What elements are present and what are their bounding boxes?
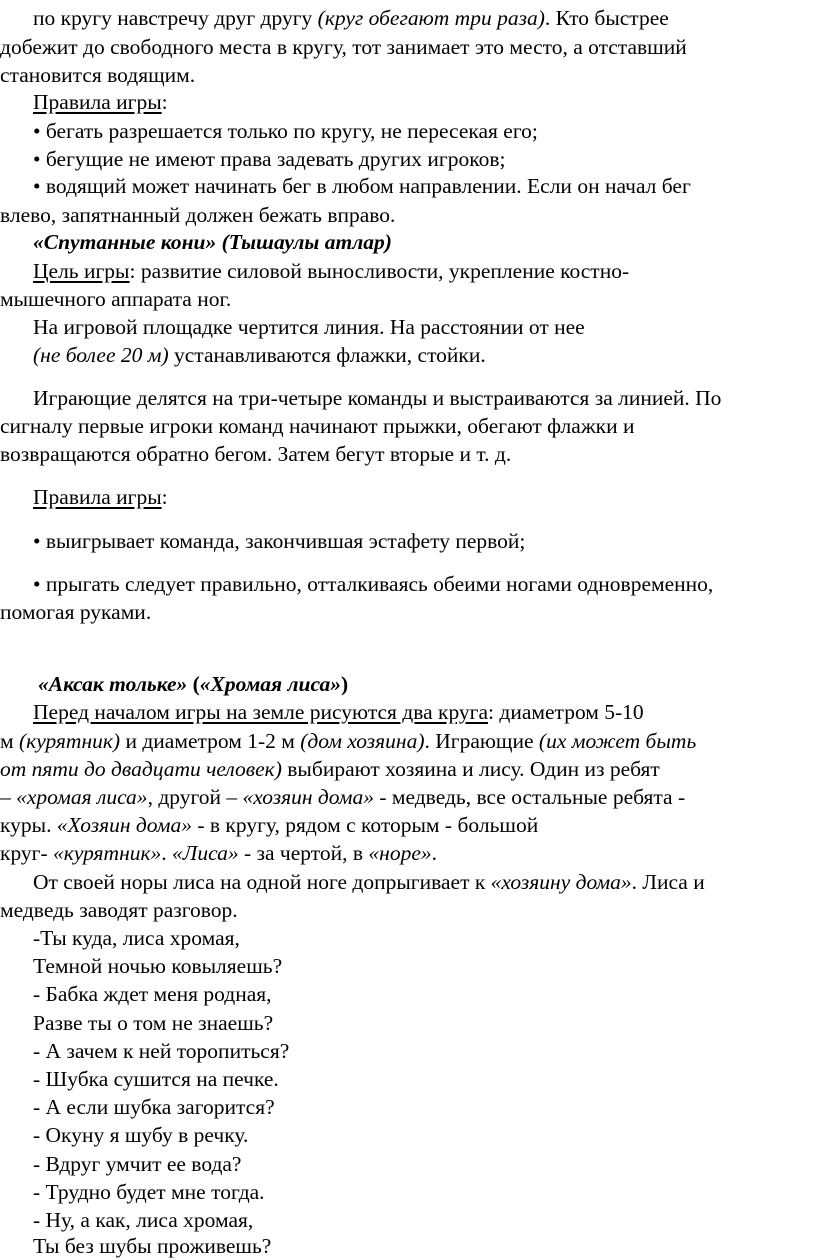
underlined-text: Перед началом игры на земле рисуются два круга bbox=[33, 700, 489, 724]
paragraph-line bbox=[0, 727, 696, 755]
rule-item: • бегать разрешается только по кругу, не пересекая его; bbox=[33, 119, 538, 143]
title-part: ( bbox=[187, 672, 200, 696]
rules-heading-label: Правила игры bbox=[33, 485, 162, 509]
paragraph-line bbox=[0, 783, 685, 811]
paragraph-line: На игровой площадке чертится линия. На расстоянии от нее bbox=[33, 315, 585, 339]
italic-note: (курятник) bbox=[18, 729, 121, 753]
text-span: . Играющие bbox=[424, 729, 539, 753]
text-span: От своей норы лиса на одной ноге допрыгивает к bbox=[33, 870, 491, 894]
dialogue-line: Ты без шубы проживешь? bbox=[33, 1234, 272, 1258]
dialogue-line: - А если шубка загорится? bbox=[33, 1095, 275, 1119]
italic-note: «Лиса» bbox=[172, 841, 239, 865]
paragraph-line: становится водящим. bbox=[0, 63, 196, 87]
text-span: - за чертой, в bbox=[238, 841, 369, 865]
title-part: ) bbox=[340, 672, 349, 696]
italic-note: «хромая лиса» bbox=[16, 785, 148, 809]
title-part: «Аксак тольке» bbox=[38, 672, 188, 696]
text-span: . bbox=[161, 841, 173, 865]
paragraph-line: сигналу первые игроки команд начинают прыжки, обегают флажки и bbox=[0, 414, 635, 438]
paragraph-line bbox=[33, 868, 705, 896]
text-span: : bbox=[161, 485, 168, 509]
text-span: по кругу навстречу друг другу bbox=[33, 6, 318, 30]
text-span: : развитие силовой выносливости, укрепление костно- bbox=[129, 259, 630, 283]
text-span: . Кто быстрее bbox=[544, 6, 669, 30]
rule-item: • бегущие не имеют права задевать других игроков; bbox=[33, 147, 506, 171]
dialogue-line: - Вдруг умчит ее вода? bbox=[33, 1152, 242, 1176]
text-span: , другой – bbox=[147, 785, 243, 809]
rule-item: • водящий может начинать бег в любом направлении. Если он начал бег bbox=[33, 174, 691, 198]
goal-label: Цель игры bbox=[33, 259, 130, 283]
dialogue-line: - Ну, а как, лиса хромая, bbox=[33, 1208, 254, 1232]
paragraph-line bbox=[0, 839, 437, 867]
text-span: . bbox=[431, 841, 437, 865]
rules-heading bbox=[33, 88, 168, 116]
dialogue-line: - Трудно будет мне тогда. bbox=[33, 1180, 265, 1204]
text-span: : диаметром 5-10 bbox=[488, 700, 644, 724]
paragraph-line bbox=[33, 341, 486, 369]
paragraph-line bbox=[33, 4, 669, 32]
paragraph-line bbox=[33, 698, 644, 726]
dialogue-line: - А зачем к ней торопиться? bbox=[33, 1039, 290, 1063]
paragraph-line: возвращаются обратно бегом. Затем бегут вторые и т. д. bbox=[0, 442, 512, 466]
dialogue-line: - Бабка ждет меня родная, bbox=[33, 982, 272, 1006]
text-span: м bbox=[0, 729, 19, 753]
italic-note: «Хозяин дома» bbox=[56, 813, 192, 837]
paragraph-line: медведь заводят разговор. bbox=[0, 898, 238, 922]
paragraph-line: Играющие делятся на три-четыре команды и выстраиваются за линией. По bbox=[33, 386, 722, 410]
text-span: куры. bbox=[0, 813, 57, 837]
paragraph-line bbox=[0, 755, 660, 783]
text-span: круг- bbox=[0, 841, 54, 865]
italic-note: «хозяину дома» bbox=[490, 870, 632, 894]
text-span: - медведь, все остальные ребята - bbox=[373, 785, 686, 809]
italic-note: «курятник» bbox=[53, 841, 162, 865]
italic-note: «хозяин дома» bbox=[242, 785, 374, 809]
italic-note: (дом хозяина) bbox=[300, 729, 425, 753]
paragraph-line: добежит до свободного места в кругу, тот занимает это место, а отставший bbox=[0, 35, 687, 59]
text-span: выбирают хозяина и лису. Один из ребят bbox=[281, 757, 660, 781]
text-span: . Лиса и bbox=[631, 870, 705, 894]
text-span: устанавливаются флажки, стойки. bbox=[168, 343, 486, 367]
rules-heading bbox=[33, 483, 168, 511]
text-span: : bbox=[161, 90, 168, 114]
text-span: – bbox=[0, 785, 17, 809]
rule-item-continued: влево, запятнанный должен бежать вправо. bbox=[0, 203, 396, 227]
rule-item: • прыгать следует правильно, отталкиваясь обеими ногами одновременно, bbox=[33, 572, 714, 596]
text-span: - в кругу, рядом с которым - большой bbox=[191, 813, 539, 837]
dialogue-line: - Шубка сушится на печке. bbox=[33, 1067, 279, 1091]
italic-note: (их может быть bbox=[538, 729, 697, 753]
rules-heading-label: Правила игры bbox=[33, 90, 162, 114]
paragraph-line bbox=[0, 811, 538, 839]
rule-item: • выигрывает команда, закончившая эстафету первой; bbox=[33, 529, 526, 553]
game-title: «Спутанные кони» (Тышаулы атлар) bbox=[33, 230, 392, 254]
italic-note: (не более 20 м) bbox=[33, 343, 169, 367]
dialogue-line: Темной ночью ковыляешь? bbox=[33, 954, 283, 978]
dialogue-line: Разве ты о том не знаешь? bbox=[33, 1011, 274, 1035]
dialogue-line: -Ты куда, лиса хромая, bbox=[33, 926, 240, 950]
title-part: «Хромая лиса» bbox=[199, 672, 341, 696]
game-title bbox=[38, 670, 348, 698]
italic-note: (круг обегают три раза) bbox=[317, 6, 545, 30]
dialogue-line: - Окуну я шубу в речку. bbox=[33, 1123, 249, 1147]
italic-note: от пяти до двадцати человек) bbox=[0, 757, 282, 781]
text-span: и диаметром 1-2 м bbox=[120, 729, 301, 753]
goal-line-continued: мышечного аппарата ног. bbox=[0, 287, 232, 311]
rule-item-continued: помогая руками. bbox=[0, 600, 152, 624]
goal-line bbox=[33, 257, 629, 285]
italic-note: «норе» bbox=[368, 841, 432, 865]
